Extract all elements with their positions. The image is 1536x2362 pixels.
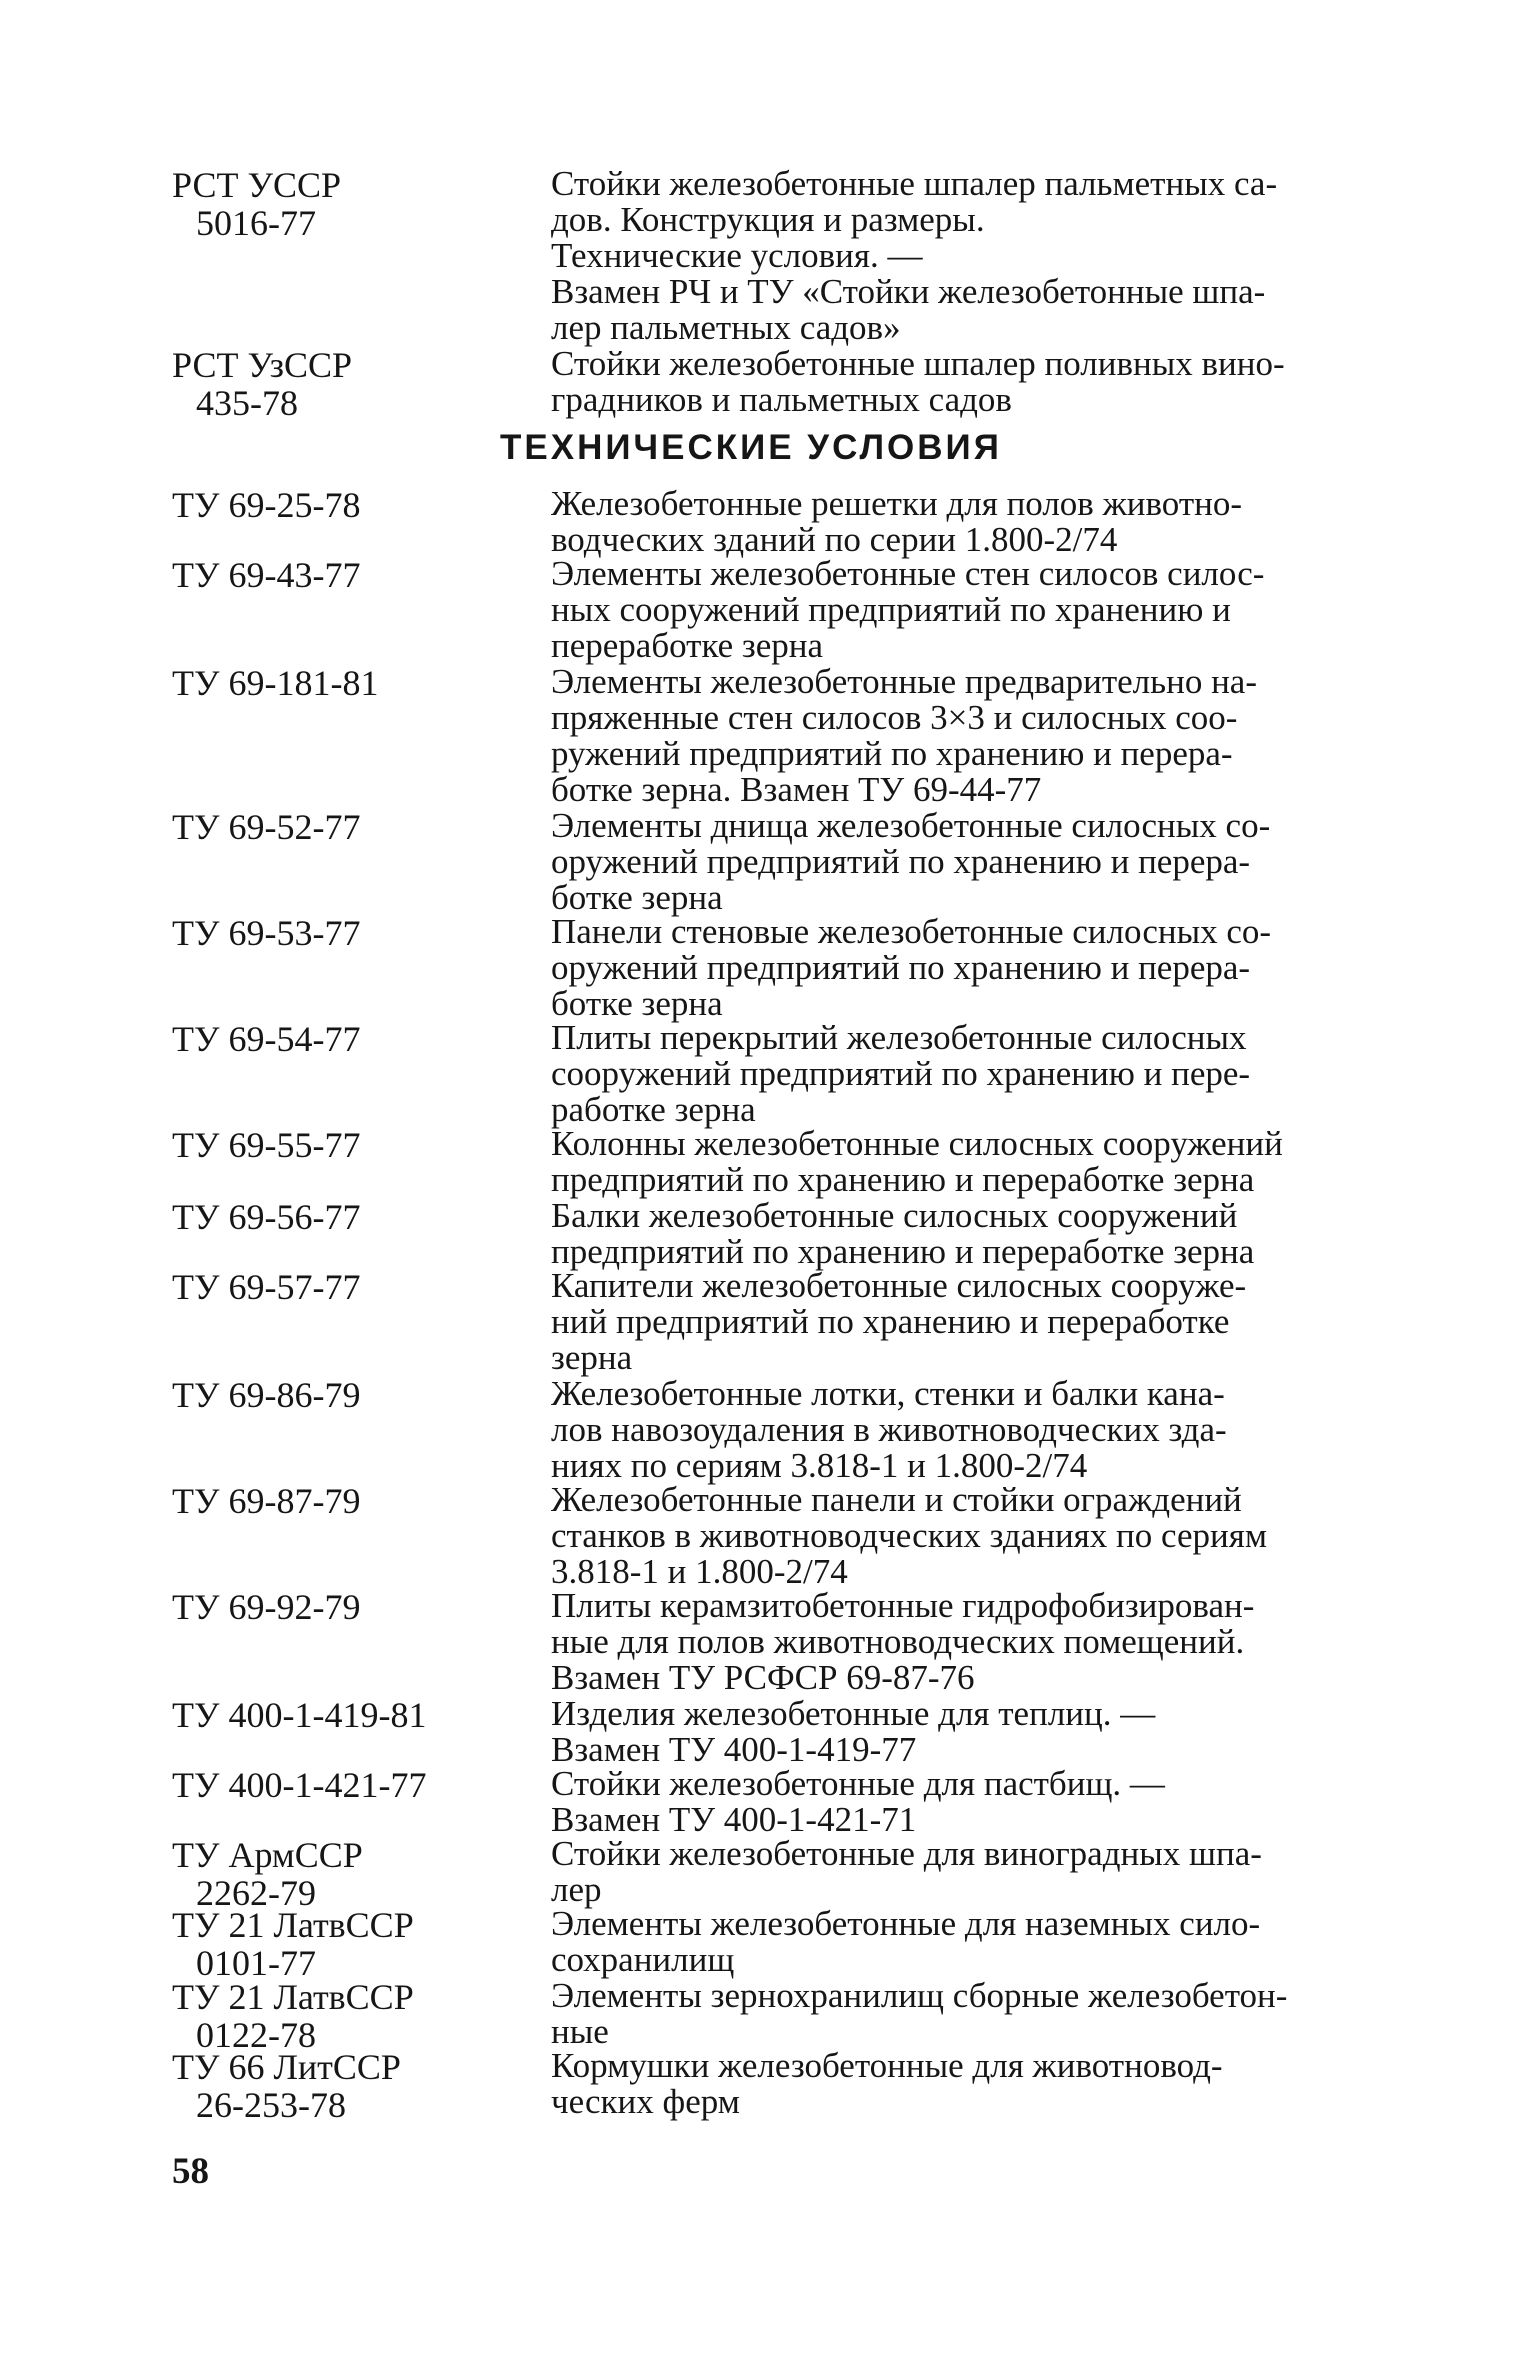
desc-line: Элементы железобетонные для наземных сило-	[551, 1904, 1261, 1943]
desc-line: Железобетонные панели и стойки ограждений	[551, 1480, 1242, 1519]
standard-description	[551, 486, 1356, 558]
code-line: ТУ 69-54-77	[172, 1019, 361, 1059]
desc-line: Стойки железобетонные шпалер поливных вино-	[551, 344, 1285, 383]
standard-code	[172, 1766, 532, 1804]
standard-description	[551, 556, 1356, 664]
standard-description	[551, 1696, 1356, 1768]
code-line: РСТ УССР	[172, 165, 341, 205]
desc-line: Плиты перекрытий железобетонные силосных	[551, 1018, 1247, 1057]
desc-line: оружений предприятий по хранению и перера-	[551, 842, 1251, 881]
code-line: ТУ 21 ЛатвССР	[172, 1905, 414, 1945]
desc-line: станков в животноводческих зданиях по сериям	[551, 1516, 1267, 1555]
standard-description	[551, 1588, 1356, 1696]
standard-description	[551, 1198, 1356, 1270]
code-line: ТУ 400-1-419-81	[172, 1695, 427, 1735]
desc-line: ные для полов животноводческих помещений.	[551, 1622, 1245, 1661]
desc-line: ботке зерна	[551, 878, 723, 917]
desc-line: лер пальметных садов»	[551, 308, 901, 347]
code-line: ТУ 69-53-77	[172, 913, 361, 953]
standard-code	[172, 1376, 532, 1414]
code-line: РСТ УзССР	[172, 345, 353, 385]
code-line: 0122-78	[196, 2015, 316, 2055]
standard-description	[551, 1766, 1356, 1838]
desc-line: ботке зерна	[551, 984, 723, 1023]
code-line: 26-253-78	[196, 2085, 346, 2125]
desc-line: Плиты керамзитобетонные гидрофобизирован-	[551, 1586, 1255, 1625]
desc-line: ботке зерна. Взамен ТУ 69-44-77	[551, 770, 1042, 809]
code-line: ТУ 69-25-78	[172, 485, 361, 525]
standard-code	[172, 166, 532, 242]
desc-line: ных сооружений предприятий по хранению и	[551, 590, 1231, 629]
desc-line: Стойки железобетонные для виноградных шпа-	[551, 1834, 1262, 1873]
desc-line: Взамен ТУ РСФСР 69-87-76	[551, 1658, 975, 1697]
standard-code	[172, 2048, 532, 2124]
standard-code	[172, 1020, 532, 1058]
desc-line: Капители железобетонные силосных сооруже-	[551, 1266, 1247, 1305]
standard-description	[551, 1482, 1356, 1590]
desc-line: предприятий по хранению и переработке зерна	[551, 1232, 1255, 1271]
desc-line: работке зерна	[551, 1090, 756, 1129]
code-line: ТУ АрмССР	[172, 1835, 363, 1875]
code-line: ТУ 69-43-77	[172, 555, 361, 595]
standard-description	[551, 2048, 1356, 2120]
code-line: ТУ 400-1-421-77	[172, 1765, 427, 1805]
standard-description	[551, 914, 1356, 1022]
code-line: ТУ 69-87-79	[172, 1481, 361, 1521]
standard-description	[551, 1836, 1356, 1908]
desc-line: Элементы железобетонные стен силосов силос-	[551, 554, 1265, 593]
code-line: 5016-77	[196, 203, 316, 243]
section-heading: ТЕХНИЧЕСКИЕ УСЛОВИЯ	[500, 428, 1002, 467]
standard-description	[551, 808, 1356, 916]
desc-line: пряженные стен силосов 3×3 и силосных соо-	[551, 698, 1238, 737]
standard-description	[551, 346, 1356, 418]
standard-code	[172, 556, 532, 594]
desc-line: дов. Конструкция и размеры.	[551, 200, 985, 239]
desc-line: Железобетонные лотки, стенки и балки кана-	[551, 1374, 1225, 1413]
code-line: ТУ 69-57-77	[172, 1267, 361, 1307]
standard-code	[172, 1588, 532, 1626]
standard-description	[551, 1020, 1356, 1128]
standard-description	[551, 166, 1356, 346]
standard-code	[172, 1696, 532, 1734]
desc-line: оружений предприятий по хранению и перера-	[551, 948, 1251, 987]
page-number: 58	[172, 2151, 209, 2192]
desc-line: Взамен ТУ 400-1-419-77	[551, 1730, 917, 1769]
standard-code	[172, 1268, 532, 1306]
standard-code	[172, 1836, 532, 1912]
desc-line: Панели стеновые железобетонные силосных со-	[551, 912, 1272, 951]
desc-line: Колонны железобетонные силосных сооружений	[551, 1124, 1283, 1163]
code-line: ТУ 69-52-77	[172, 807, 361, 847]
code-line: ТУ 69-181-81	[172, 663, 379, 703]
desc-line: зерна	[551, 1338, 633, 1377]
desc-line: ний предприятий по хранению и переработке	[551, 1302, 1230, 1341]
desc-line: сохранилищ	[551, 1940, 735, 1979]
desc-line: Стойки железобетонные для пастбищ. —	[551, 1764, 1165, 1803]
desc-line: градников и пальметных садов	[551, 380, 1012, 419]
standard-description	[551, 1376, 1356, 1484]
desc-line: переработке зерна	[551, 626, 824, 665]
code-line: ТУ 69-86-79	[172, 1375, 361, 1415]
standard-description	[551, 1906, 1356, 1978]
desc-line: 3.818-1 и 1.800-2/74	[551, 1552, 848, 1591]
desc-line: предприятий по хранению и переработке зерна	[551, 1160, 1255, 1199]
code-line: ТУ 69-56-77	[172, 1197, 361, 1237]
standard-code	[172, 664, 532, 702]
code-line: 2262-79	[196, 1873, 316, 1913]
standard-description	[551, 1978, 1356, 2050]
desc-line: ческих ферм	[551, 2082, 740, 2121]
standard-description	[551, 1268, 1356, 1376]
standard-code	[172, 808, 532, 846]
desc-line: Элементы железобетонные предварительно на-	[551, 662, 1257, 701]
desc-line: Взамен ТУ 400-1-421-71	[551, 1800, 917, 1839]
desc-line: ниях по сериям 3.818-1 и 1.800-2/74	[551, 1446, 1088, 1485]
desc-line: сооружений предприятий по хранению и пере-	[551, 1054, 1251, 1093]
standard-code	[172, 914, 532, 952]
desc-line: Кормушки железобетонные для животновод-	[551, 2046, 1223, 2085]
desc-line: лер	[551, 1870, 602, 1909]
standard-code	[172, 1198, 532, 1236]
desc-line: Изделия железобетонные для теплиц. —	[551, 1694, 1156, 1733]
desc-line: Балки железобетонные силосных сооружений	[551, 1196, 1238, 1235]
desc-line: Элементы зернохранилищ сборные железобетон-	[551, 1976, 1288, 2015]
standard-code	[172, 1978, 532, 2054]
standard-code	[172, 1482, 532, 1520]
standard-description	[551, 664, 1356, 808]
code-line: ТУ 69-92-79	[172, 1587, 361, 1627]
desc-line: ные	[551, 2012, 609, 2051]
standard-description	[551, 1126, 1356, 1198]
standard-code	[172, 1126, 532, 1164]
desc-line: лов навозоудаления в животноводческих зда-	[551, 1410, 1227, 1449]
code-line: ТУ 69-55-77	[172, 1125, 361, 1165]
standard-code	[172, 1906, 532, 1982]
desc-line: ружений предприятий по хранению и перера-	[551, 734, 1233, 773]
standard-code	[172, 486, 532, 524]
desc-line: Технические условия. —	[551, 236, 923, 275]
code-line: ТУ 66 ЛитССР	[172, 2047, 401, 2087]
code-line: 0101-77	[196, 1943, 316, 1983]
desc-line: Стойки железобетонные шпалер пальметных са-	[551, 164, 1278, 203]
code-line: 435-78	[196, 383, 298, 423]
desc-line: Взамен РЧ и ТУ «Стойки железобетонные шпа-	[551, 272, 1266, 311]
desc-line: Железобетонные решетки для полов животно-	[551, 484, 1242, 523]
standard-code	[172, 346, 532, 422]
code-line: ТУ 21 ЛатвССР	[172, 1977, 414, 2017]
desc-line: Элементы днища железобетонные силосных со-	[551, 806, 1271, 845]
desc-line: водческих зданий по серии 1.800-2/74	[551, 520, 1118, 559]
